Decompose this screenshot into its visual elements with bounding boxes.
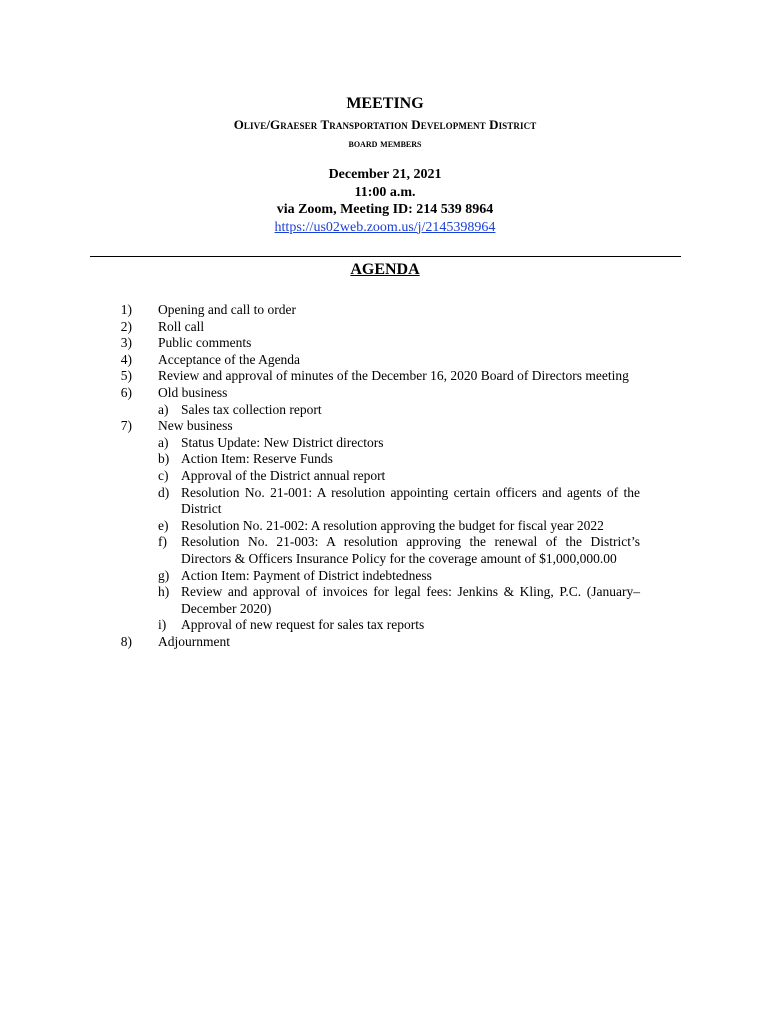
agenda-item-number: 1) <box>120 302 132 317</box>
agenda-subitem-text: Review and approval of invoices for legal fees: Jenkins & Kling, P.C. (January–December 2020) <box>181 584 640 616</box>
board-members-label: board members <box>348 138 422 150</box>
agenda-item-text: Old business <box>158 384 228 400</box>
agenda-item-text: New business <box>158 418 233 434</box>
agenda-subitem-text: Resolution No. 21-003: A resolution approving the renewal of the District’s Directors & Officers Insurance Policy for the coverage amount of $1,000,000.00 <box>181 534 640 566</box>
agenda-item <box>110 335 640 352</box>
agenda-item <box>110 385 640 402</box>
agenda-subitem-letter: a) <box>158 401 169 417</box>
header-divider <box>90 256 681 257</box>
agenda-subitem-letter: g) <box>158 567 170 583</box>
agenda-subitem <box>158 485 640 518</box>
agenda-subitem-letter: a) <box>158 434 169 450</box>
agenda-item <box>110 352 640 369</box>
agenda-item-text: Acceptance of the Agenda <box>158 351 301 367</box>
meeting-time: 11:00 a.m. <box>354 184 416 200</box>
agenda-subitem-letter: e) <box>158 517 169 533</box>
agenda-subitem-text: Approval of the District annual report <box>181 467 386 483</box>
meeting-title: MEETING <box>346 95 424 112</box>
agenda-item <box>110 302 640 319</box>
agenda-subitem-text: Action Item: Reserve Funds <box>181 451 333 467</box>
agenda-subitem-letter: h) <box>158 584 170 600</box>
agenda-subitem-text: Resolution No. 21-001: A resolution appointing certain officers and agents of the District <box>181 484 640 517</box>
agenda-list <box>110 302 640 650</box>
agenda-subitem <box>158 402 640 419</box>
agenda-item-text: Opening and call to order <box>158 302 296 317</box>
agenda-subitem <box>158 534 640 567</box>
agenda-subitem <box>158 468 640 485</box>
agenda-item-number: 2) <box>120 318 132 334</box>
agenda-subitem-text: Sales tax collection report <box>181 401 322 417</box>
agenda-subitem <box>158 518 640 535</box>
agenda-subitem <box>158 435 640 452</box>
agenda-sublist-container <box>110 435 640 634</box>
agenda-subitem-letter: b) <box>158 451 170 467</box>
agenda-item-text: Public comments <box>158 335 252 351</box>
meeting-date: December 21, 2021 <box>328 167 442 182</box>
district-name: Olive/Graeser Transportation Development District <box>233 117 537 132</box>
agenda-item-number: 4) <box>120 351 132 367</box>
agenda-subitem <box>158 451 640 468</box>
agenda-item-text: Roll call <box>158 318 205 334</box>
agenda-heading: AGENDA <box>350 261 420 278</box>
agenda-subitem <box>158 617 640 634</box>
agenda-item-number: 8) <box>120 633 132 649</box>
agenda-item-number: 7) <box>120 418 132 434</box>
agenda-item-number: 3) <box>120 335 132 351</box>
zoom-link[interactable]: https://us02web.zoom.us/j/2145398964 <box>274 219 496 235</box>
agenda-subitem-text: Resolution No. 21-002: A resolution approving the budget for fiscal year 2022 <box>181 517 604 533</box>
agenda-subitem-text: Approval of new request for sales tax reports <box>181 617 425 633</box>
agenda-item <box>110 368 640 385</box>
meeting-venue: via Zoom, Meeting ID: 214 539 8964 <box>276 202 494 217</box>
agenda-item-text: Review and approval of minutes of the December 16, 2020 Board of Directors meeting <box>158 368 629 384</box>
agenda-subitem-text: Action Item: Payment of District indebtedness <box>181 567 432 583</box>
meeting-header <box>0 94 770 236</box>
agenda-item-number: 6) <box>120 384 132 400</box>
agenda-item <box>110 319 640 336</box>
agenda-subitem-text: Status Update: New District directors <box>181 434 384 450</box>
agenda-sublist <box>110 402 640 419</box>
agenda-subitem-letter: c) <box>158 467 169 483</box>
agenda-subitem-letter: f) <box>158 534 167 550</box>
agenda-sublist-container <box>110 402 640 419</box>
agenda-item <box>110 418 640 435</box>
agenda-item-text: Adjournment <box>158 633 230 649</box>
agenda-subitem <box>158 568 640 585</box>
agenda-subitem-letter: i) <box>158 617 167 633</box>
agenda-item <box>110 634 640 651</box>
agenda-subitem-letter: d) <box>158 484 170 500</box>
agenda-sublist <box>110 435 640 634</box>
agenda-subitem <box>158 584 640 617</box>
agenda-item-number: 5) <box>120 368 132 384</box>
meeting-details <box>0 166 770 236</box>
